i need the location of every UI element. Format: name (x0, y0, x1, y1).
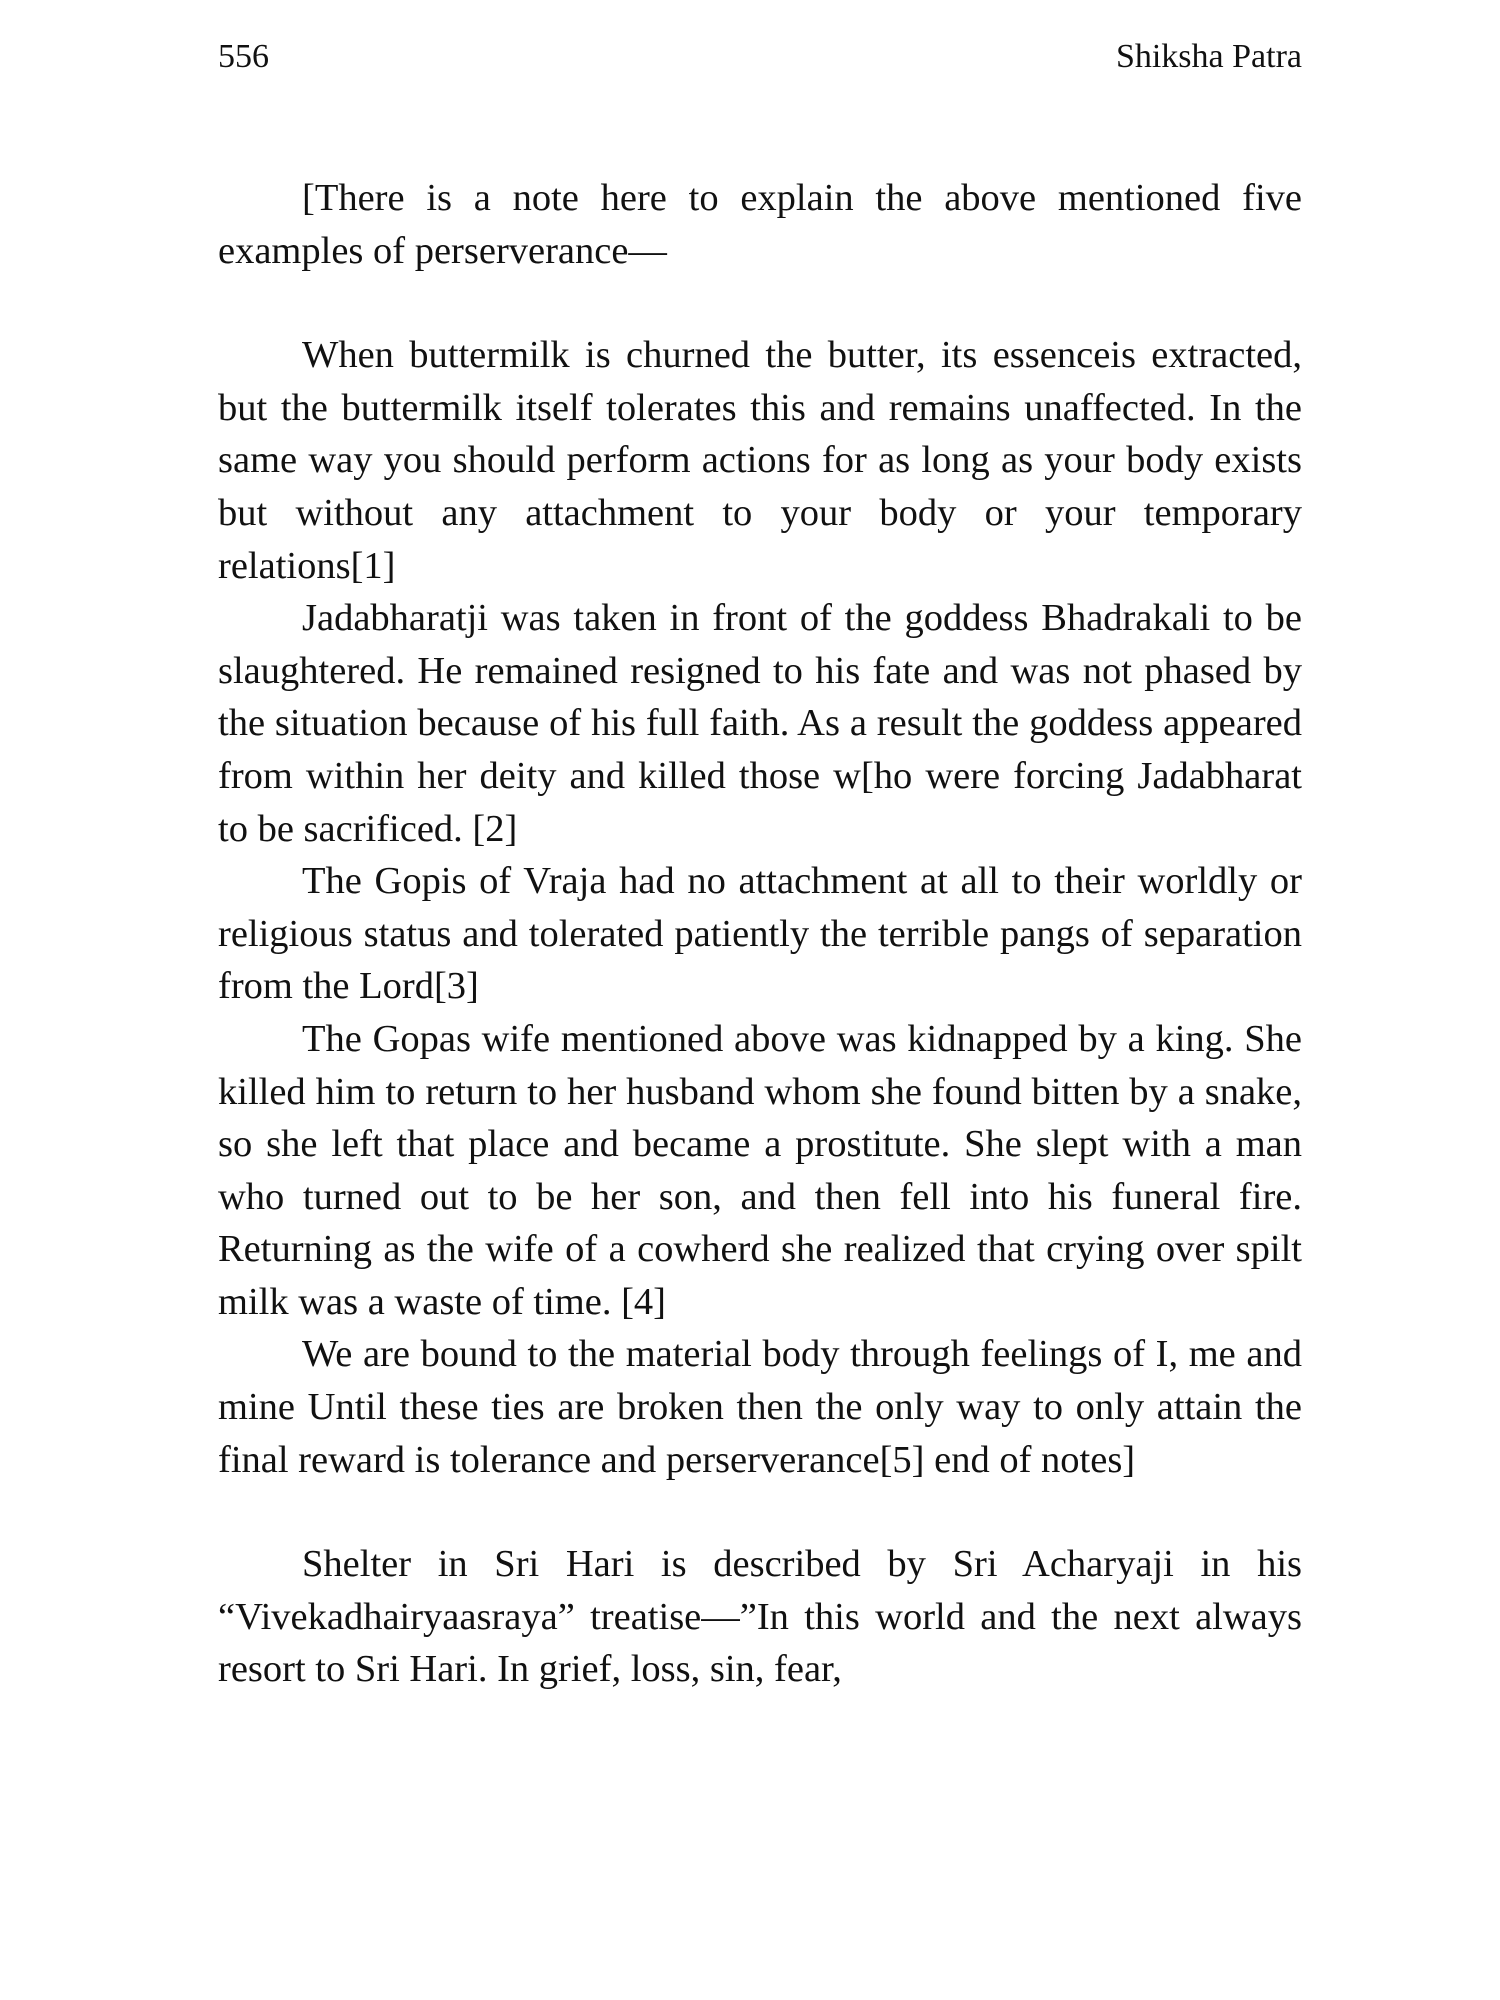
paragraph-gopis: The Gopis of Vraja had no attachment at all to their worldly or religious status and tolerated patiently the terrible pangs of separation from the Lord[3] (218, 860, 1302, 1008)
page-header (218, 38, 1302, 88)
paragraph-buttermilk: When buttermilk is churned the butter, its essenceis extracted, but the buttermilk itself tolerates this and remains unaffected. In the same way you should perform actions for as long as your body exists but without any attachment to your body or your temporary relations[1] (218, 334, 1302, 587)
page-number: 556 (218, 38, 269, 75)
paragraph-gap (218, 1486, 1302, 1538)
paragraph-gopas-wife: The Gopas wife mentioned above was kidnapped by a king. She killed him to return to her husband whom she found bitten by a snake, so she left that place and became a prostitute. She slept with a man who turned out to be her son, and then fell into his funeral fire. Returning as the wife of a cowherd she realized that crying over spilt milk was a waste of time. [4] (218, 1017, 1302, 1323)
paragraph-gap (218, 277, 1302, 329)
running-title: Shiksha Patra (1115, 38, 1302, 75)
paragraph-shelter: Shelter in Sri Hari is described by Sri Acharyaji in his “Vivekadhairyaasraya” treatise—”In this world and the next always resort to Sri Hari. In grief, loss, sin, fear, (218, 1543, 1302, 1691)
body-text (218, 172, 1302, 1696)
paragraph-bound-body: We are bound to the material body through feelings of I, me and mine Until these ties are broken then the only way to only attain the final reward is tolerance and perserverance[5] end of notes] (218, 1333, 1302, 1481)
paragraph-jadabharat: Jadabharatji was taken in front of the goddess Bhadrakali to be slaughtered. He remained resigned to his fate and was not phased by the situation because of his full faith. As a result the goddess appeared from within her deity and killed those w[ho were forcing Jadabharat to be sacrificed. [2] (218, 597, 1302, 850)
paragraph-note-intro: [There is a note here to explain the above mentioned five examples of perserverance— (218, 177, 1302, 272)
